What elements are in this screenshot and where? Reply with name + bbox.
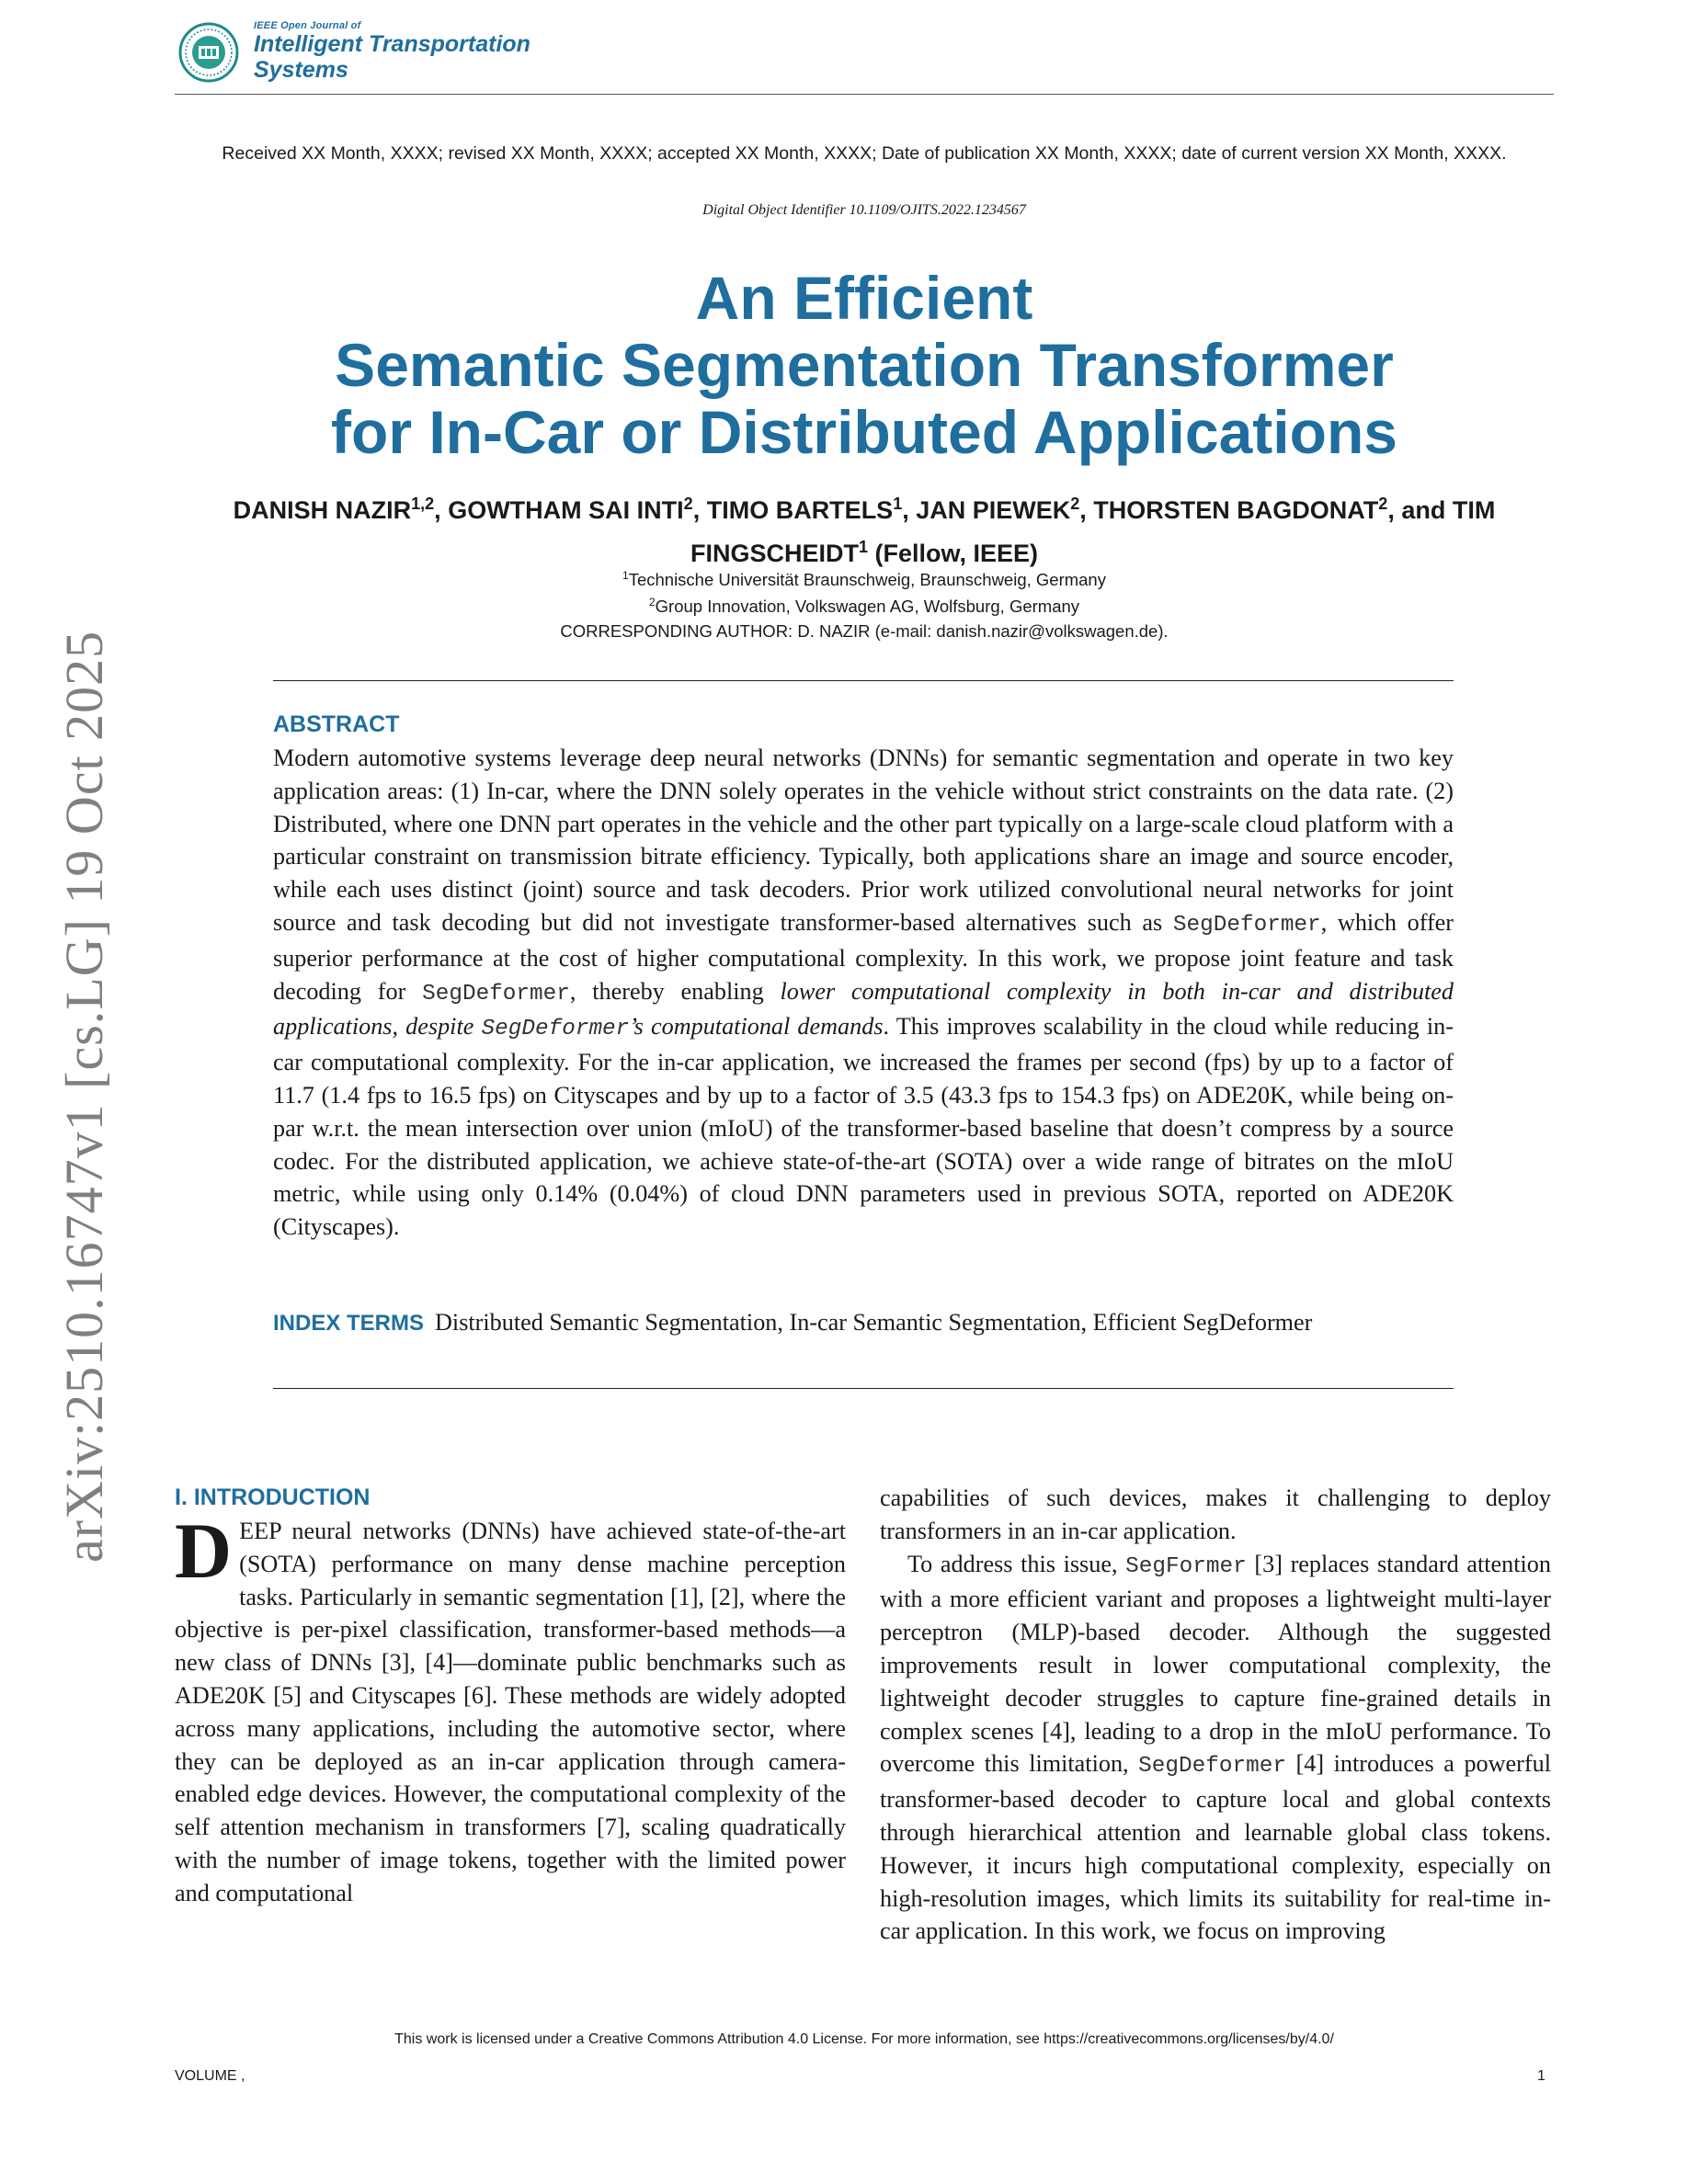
abstract-top-rule bbox=[273, 680, 1454, 681]
journal-seal-icon bbox=[178, 22, 239, 83]
method-name: SegDeformer bbox=[1172, 912, 1321, 938]
author-name: TIMO BARTELS bbox=[706, 496, 894, 524]
page-number: 1 bbox=[1537, 2068, 1545, 2084]
received-dates: Received XX Month, XXXX; revised XX Month, XXXX; accepted XX Month, XXXX; Date of publication XX Month, XXXX; date of current version XX Month, XXXX. bbox=[222, 143, 1507, 164]
drop-cap: D bbox=[175, 1507, 233, 1595]
author-affil-mark: 2 bbox=[1070, 495, 1080, 513]
journal-header bbox=[175, 18, 1554, 96]
author-name: TIM FINGSCHEIDT bbox=[690, 496, 1496, 567]
journal-name-line2: Systems bbox=[254, 57, 348, 83]
license-notice: This work is licensed under a Creative Commons Attribution 4.0 License. For more information, see https://creativecommons.org/licenses/by/4.0/ bbox=[394, 2031, 1334, 2047]
method-name: SegDeformer bbox=[1138, 1754, 1286, 1780]
journal-name bbox=[254, 20, 530, 83]
doi: Digital Object Identifier 10.1109/OJITS.2022.1234567 bbox=[702, 202, 1026, 218]
author-name: THORSTEN BAGDONAT bbox=[1093, 496, 1379, 524]
author-name: GOWTHAM SAI INTI bbox=[448, 496, 684, 524]
author-fellow-note: (Fellow, IEEE) bbox=[874, 540, 1039, 567]
index-terms-label: INDEX TERMS bbox=[273, 1311, 425, 1336]
method-name: SegFormer bbox=[1125, 1553, 1247, 1579]
abstract-bottom-rule bbox=[273, 1388, 1454, 1389]
section-heading: I. INTRODUCTION bbox=[175, 1484, 371, 1510]
abstract-heading: ABSTRACT bbox=[273, 711, 400, 737]
author-conjunction: and bbox=[1401, 496, 1446, 524]
author-affil-mark: 2 bbox=[683, 495, 693, 513]
author-affil-mark: 1 bbox=[893, 495, 903, 513]
title-line-3: for In-Car or Distributed Applications bbox=[331, 398, 1397, 466]
title-line-2: Semantic Segmentation Transformer bbox=[335, 331, 1394, 399]
intro-right-column bbox=[880, 1482, 1551, 1948]
method-name: SegDeformer bbox=[422, 981, 570, 1007]
title-line-1: An Efficient bbox=[695, 264, 1033, 332]
header-divider bbox=[175, 94, 1554, 95]
journal-name-small: IEEE Open Journal of bbox=[254, 20, 361, 31]
arxiv-stamp: arXiv:2510.16747v1 [cs.LG] 19 Oct 2025 bbox=[54, 630, 114, 1563]
journal-name-line1: Intelligent Transportation bbox=[254, 31, 530, 57]
author-affil-mark: 2 bbox=[1378, 495, 1388, 513]
abstract-body: Modern automotive systems leverage deep neural networks (DNNs) for semantic segmentation and operate in two key application areas: (1) In-car, where the DNN solely operates in the vehicle without strict constraints on the data rate. (2) Distributed, where one DNN part operates in the vehicle and the other part typically on a large-scale cloud platform with a particular constraint on transmission bitrate efficiency. Typically, both applications share an image and source encoder, while each uses distinct (joint) source and task decoders. Prior work utilized convolutional neural networks for joint source and task decoding but did not investigate transformer-based alternatives such as SegDeformer, which offer superior performance at the cost of higher computational complexity. In this work, we propose joint feature and task decoding for SegDeformer, thereby enabling lower computational complexity in both in-car and distributed applications, despite SegDeformer’s computational demands. This improves scalability in the cloud while reducing in-car computational complexity. For the in-car application, we increased the frames per second (fps) by up to a factor of 11.7 (1.4 fps to 16.5 fps) on Cityscapes and by up to a factor of 3.5 (43.3 fps to 154.3 fps) on ADE20K, while being on-par w.r.t. the mean intersection over union (mIoU) of the transformer-based baseline that doesn’t compress by a source codec. For the distributed application, we achieve state-of-the-art (SOTA) over a wide range of bitrates on the mIoU metric, while using only 0.14% (0.04%) of cloud DNN parameters used in previous SOTA, reported on ADE20K (Cityscapes). bbox=[273, 745, 1454, 1241]
author-name: JAN PIEWEK bbox=[916, 496, 1071, 524]
author-list: DANISH NAZIR$^{1,2}$, GOWTHAM SAI INTI$^2$, TIMO BARTELS$^1$, JAN PIEWEK$^2$, THORSTEN BAGDONAT$^2$, and TIM FINGSCHEIDT$^1$ (Fellow, IEEE) bbox=[233, 495, 1496, 567]
method-name: SegDeformer bbox=[481, 1017, 630, 1042]
intro-paragraph-1-continued: capabilities of such devices, makes it challenging to deploy transformers in an in-car application. bbox=[880, 1484, 1551, 1544]
corresponding-author: CORRESPONDING AUTHOR: D. NAZIR (e-mail: danish.nazir@volkswagen.de). bbox=[560, 621, 1169, 641]
affiliations bbox=[175, 564, 1554, 618]
author-name: DANISH NAZIR bbox=[233, 496, 412, 524]
paper-title bbox=[175, 265, 1554, 466]
author-affil-mark: 1 bbox=[858, 538, 868, 556]
intro-paragraph-2: To address this issue, SegFormer [3] replaces standard attention with a more efficient variant and proposes a lightweight multi-layer perceptron (MLP)-based decoder. Although the suggested improvements result in lower computational complexity, the lightweight decoder struggles to capture fine-grained details in complex scenes [4], leading to a drop in the mIoU performance. To overcome this limitation, SegDeformer [4] introduces a powerful transformer-based decoder to capture local and global contexts through hierarchical attention and learnable global class tokens. However, it incurs high computational complexity, especially on high-resolution images, which limits its suitability for real-time in-car application. In this work, we focus on improving bbox=[880, 1550, 1551, 1945]
abstract bbox=[273, 711, 1454, 1244]
intro-paragraph-1 bbox=[175, 1507, 846, 1910]
intro-left-column bbox=[175, 1482, 846, 1910]
footer-volume: VOLUME , bbox=[175, 2068, 245, 2084]
affiliation-1: $^1$Technische Universität Braunschweig, Braunschweig, Germany bbox=[622, 569, 1106, 590]
index-terms-text: Distributed Semantic Segmentation, In-car Semantic Segmentation, Efficient SegDeformer bbox=[435, 1309, 1313, 1336]
intro-p1-text: EEP neural networks (DNNs) have achieved state-of-the-art (SOTA) performance on many dense machine perception tasks. Particularly in semantic segmentation [1], [2], where the objective is per-pixel classification, transformer-based methods—a new class of DNNs [3], [4]—dominate public benchmarks such as ADE20K [5] and Cityscapes [6]. These methods are widely adopted across many applications, including the automotive sector, where they can be deployed as an in-car application through camera-enabled edge devices. However, the computational complexity of the self attention mechanism in transformers [7], scaling quadratically with the number of image tokens, together with the limited power and computational bbox=[175, 1518, 846, 1906]
index-terms bbox=[273, 1309, 1454, 1337]
author-affil-mark: 1,2 bbox=[411, 495, 435, 513]
affiliation-2: $^2$Group Innovation, Volkswagen AG, Wolfsburg, Germany bbox=[648, 596, 1080, 617]
